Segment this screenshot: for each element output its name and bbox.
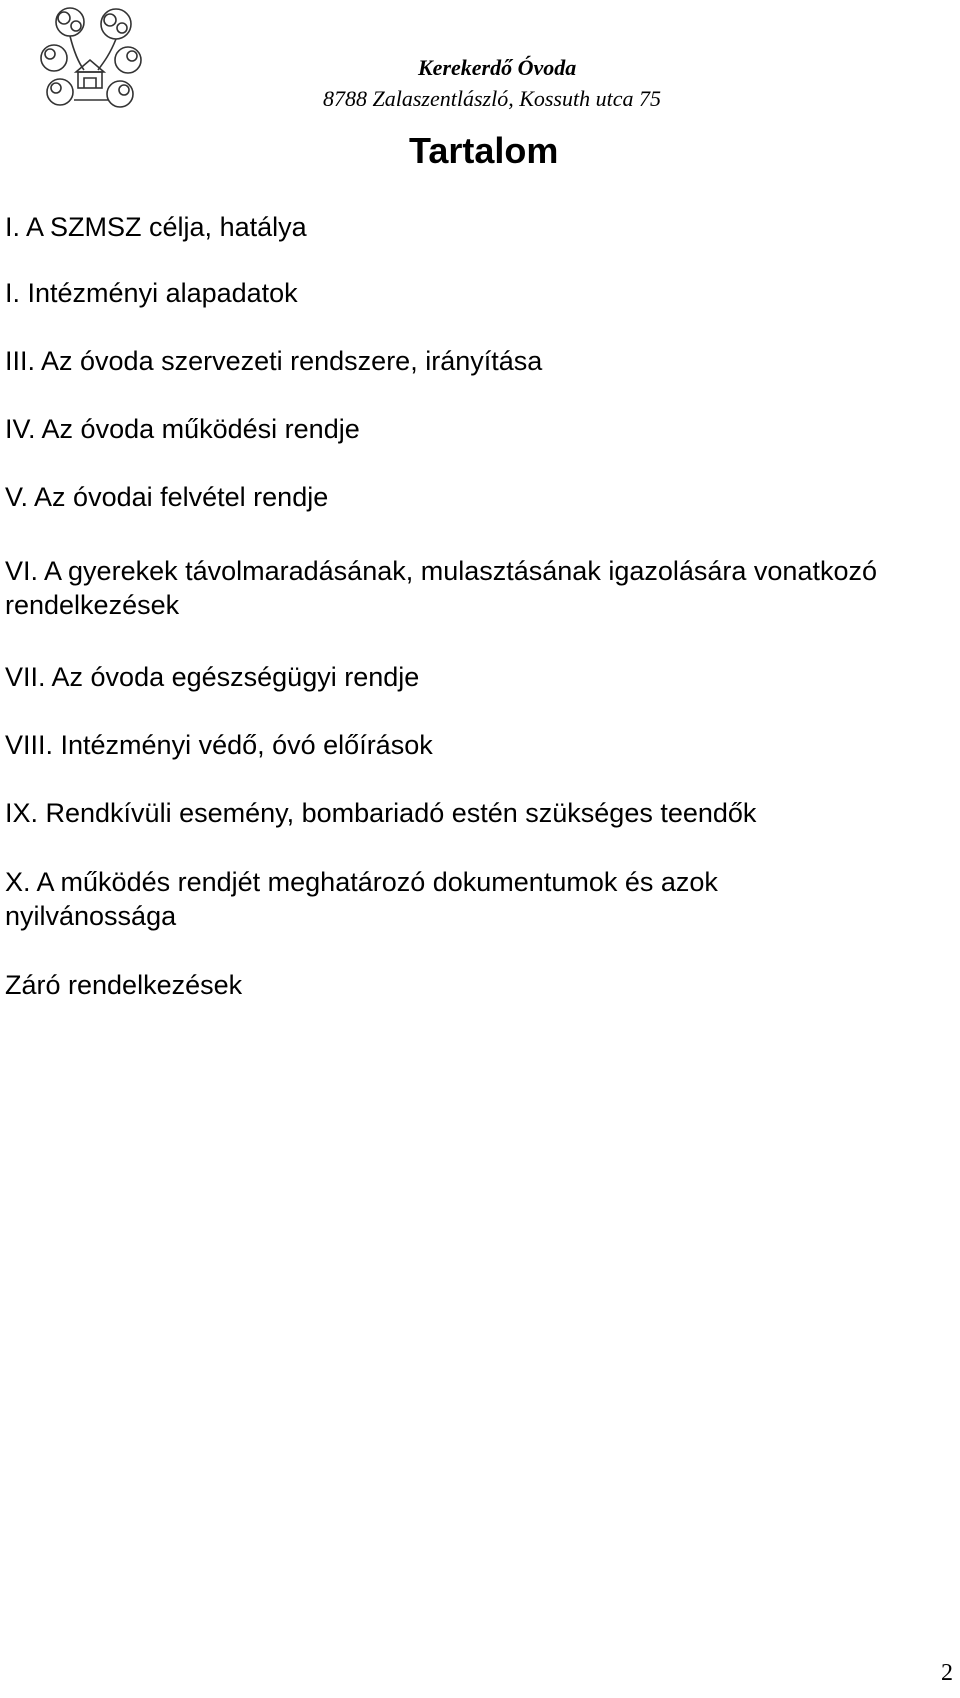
kindergarten-logo	[34, 2, 146, 112]
toc-item: VI. A gyerekek távolmaradásának, mulasztásának igazolására vonatkozó rendelkezések	[5, 556, 877, 620]
toc-item: Záró rendelkezések	[5, 970, 243, 1000]
toc-item: VIII. Intézményi védő, óvó előírások	[5, 730, 433, 760]
toc-item: IV. Az óvoda működési rendje	[5, 414, 360, 444]
toc-item: I. Intézményi alapadatok	[5, 278, 298, 308]
toc-item: X. A működés rendjét meghatározó dokumentumok és azok nyilvánossága	[5, 867, 718, 931]
institution-name: Kerekerdő Óvoda	[418, 55, 577, 80]
toc-item: IX. Rendkívüli esemény, bombariadó estén szükséges teendők	[5, 798, 757, 828]
page-title: Tartalom	[409, 130, 559, 171]
toc-item: VII. Az óvoda egészségügyi rendje	[5, 662, 420, 692]
toc-item: V. Az óvodai felvétel rendje	[5, 482, 329, 512]
toc-item: III. Az óvoda szervezeti rendszere, irányítása	[5, 346, 543, 376]
toc-item: I. A SZMSZ célja, hatálya	[5, 212, 307, 242]
page-number: 2	[941, 1660, 953, 1686]
institution-address: 8788 Zalaszentlászló, Kossuth utca 75	[323, 86, 661, 111]
